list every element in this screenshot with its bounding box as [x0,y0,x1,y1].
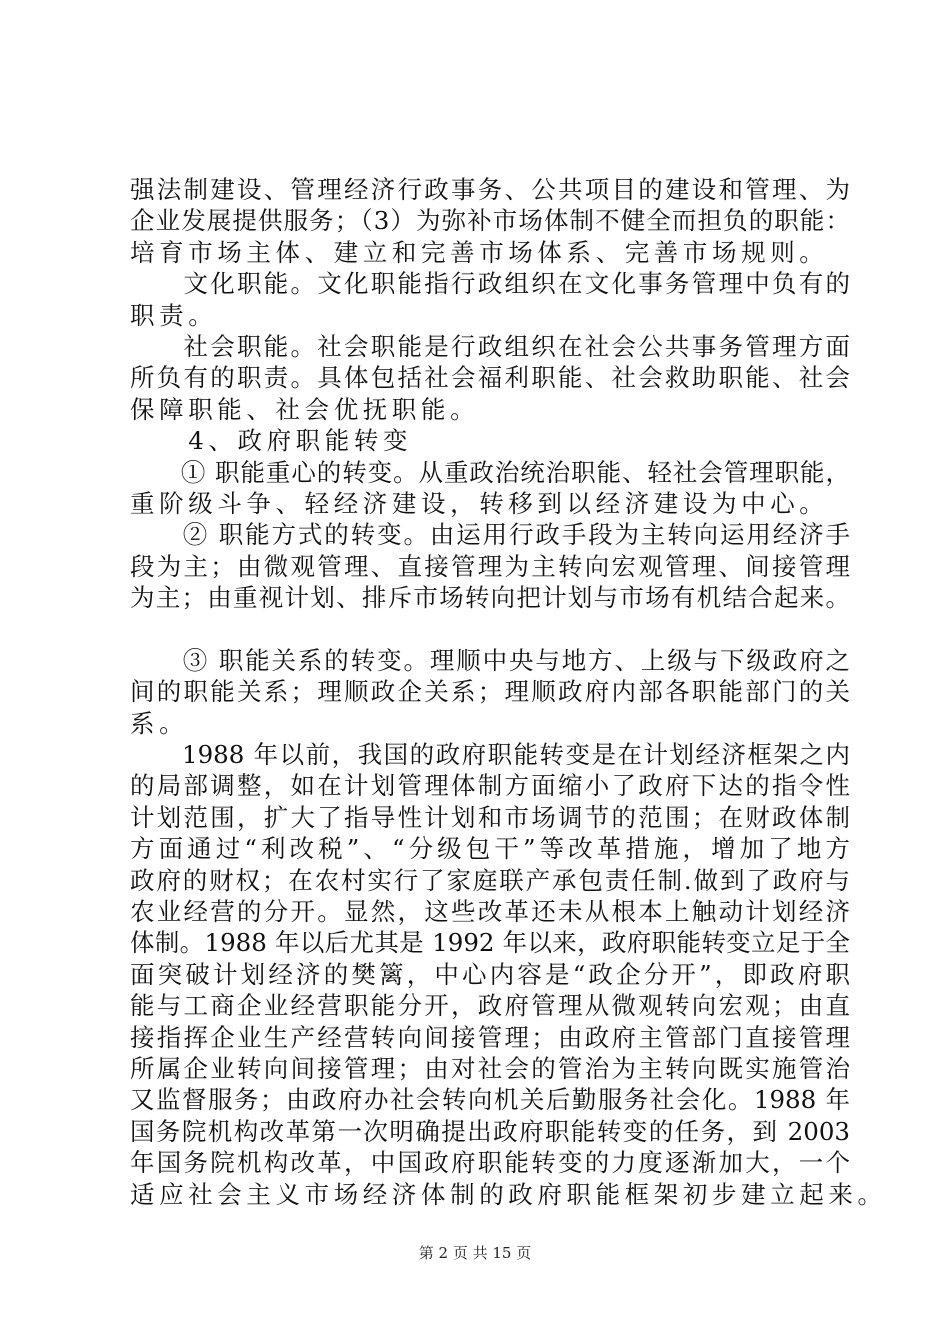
text-line: 的局部调整，如在计划管理体制方面缩小了政府下达的指令性 [130,771,850,801]
text-line: 面突破计划经济的樊篱，中心内容是“政企分开”，即政府职 [130,959,850,989]
text-line: 年国务院机构改革，中国政府职能转变的力度逐渐加大，一个 [130,1148,850,1178]
text-line: 所属企业转向间接管理；由对社会的管治为主转向既实施管治 [130,1053,850,1083]
text-line: 适应社会主义市场经济体制的政府职能框架初步建立起来。 [130,1179,887,1209]
document-body [130,174,887,1210]
text-line: 1988 年以前，我国的政府职能转变是在计划经济框架之内 [130,740,850,770]
text-line: 重阶级斗争、轻经济建设，转移到以经济建设为中心。 [130,488,829,518]
text-line: 为主；由重视计划、排斥市场转向把计划与市场有机结合起来。 [130,583,850,613]
text-line: 所负有的职责。具体包括社会福利职能、社会救助职能、社会 [130,363,850,393]
text-line: 农业经营的分开。显然，这些改革还未从根本上触动计划经济 [130,896,850,926]
section-heading: 4、政府职能转变 [130,426,413,456]
text-line: 强法制建设、管理经济行政事务、公共项目的建设和管理、为 [130,175,850,204]
text-line: ① 职能重心的转变。从重政治统治职能、轻社会管理职能， [130,457,850,487]
text-line: 又监督服务；由政府办社会转向机关后勤服务社会化。1988 年 [130,1085,850,1115]
text-line: ③ 职能关系的转变。理顺中央与地方、上级与下级政府之 [130,645,850,675]
text-line: 政府的财权；在农村实行了家庭联产承包责任制.做到了政府与 [130,865,850,895]
text-line: 能与工商企业经营职能分开，政府管理从微观转向宏观；由直 [130,991,850,1021]
text-line: 系。 [130,708,189,738]
text-line: 计划范围，扩大了指导性计划和市场调节的范围；在财政体制 [130,802,850,832]
text-line: 保障职能、社会优抚职能。 [130,394,480,424]
text-line: 职责。 [130,300,218,330]
text-line: ② 职能方式的转变。由运用行政手段为主转向运用经济手 [130,520,850,550]
text-line: 社会职能。社会职能是行政组织在社会公共事务管理方面 [130,331,850,361]
text-line: 段为主；由微观管理、直接管理为主转向宏观管理、间接管理 [130,551,850,581]
text-line: 文化职能。文化职能指行政组织在文化事务管理中负有的 [130,269,850,299]
text-line: 体制。1988 年以后尤其是 1992 年以来，政府职能转变立足于全 [130,928,850,958]
text-line: 国务院机构改革第一次明确提出政府职能转变的任务，到 2003 [130,1116,850,1146]
text-line: 方面通过“利改税”、“分级包干”等改革措施，增加了地方 [130,834,850,864]
text-line: 间的职能关系；理顺政企关系；理顺政府内部各职能部门的关 [130,677,850,707]
page-number-footer: 第 2 页 共 15 页 [418,1244,532,1262]
text-line: 企业发展提供服务；（3）为弥补市场体制不健全而担负的职能： [130,206,850,236]
text-line: 接指挥企业生产经营转向间接管理；由政府主管部门直接管理 [130,1022,850,1052]
blank-line [130,613,850,644]
text-line: 培育市场主体、建立和完善市场体系、完善市场规则。 [130,237,829,267]
